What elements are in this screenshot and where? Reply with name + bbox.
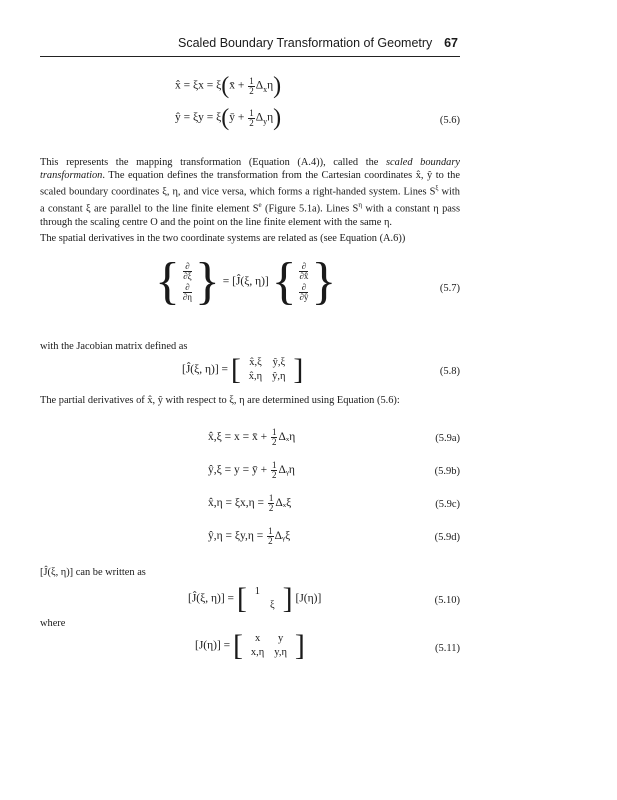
equation-number-5-11: (5.11) <box>435 643 460 654</box>
equation-number-5-8: (5.8) <box>439 366 460 377</box>
paragraph-spatial-derivatives: The spatial derivatives in the two coordinate systems are related as (see Equation (A.6)) <box>40 233 406 244</box>
paragraph-jacobian: with the Jacobian matrix defined as <box>40 341 188 352</box>
paragraph-partial-derivatives: The partial derivatives of x̂, ŷ with respect to ξ, η are determined using Equation (5.6): <box>40 395 400 406</box>
paragraph-written-as: [Ĵ(ξ, η)] can be written as <box>40 567 146 578</box>
equation-5-9b: ŷ,ξ = y = ȳ + $\frac{1}{2}$ Δᵧη (5.9b) <box>208 460 460 480</box>
equation-5-8: [Ĵ(ξ, η)] = [ x̂,ξ ŷ,ξ x̂,η ŷ,η ] (5.8) <box>182 353 460 386</box>
equation-number-5-7: (5.7) <box>439 283 460 294</box>
header-title: Scaled Boundary Transformation of Geometry <box>178 36 433 50</box>
equation-number-5-10: (5.10) <box>434 595 460 606</box>
paragraph-transformation: This represents the mapping transformation (Equation (A.4)), called the scaled boundary transformation. The equation defines the transformation from the Cartesian coordinates x̂, ŷ to the scaled boundary coordinates ξ, η, and vice versa, which forms a right-handed system. Lines $S^\xi$ with a constant ξ are parallel to the line finite element $S^e$ (Figure 5.1a). Lines $S^\eta$ with a constant η pass through the scaling centre O and the point on the line finite element with the same η. <box>40 157 460 228</box>
running-header <box>40 36 460 58</box>
equation-5-6-line-1: x̂ = ξx = ξ(x̄ + $\frac{1}{2}$ $\Delta_x\eta$) <box>175 73 282 99</box>
equation-5-7: { ∂ ∂ξ ∂ ∂η } = [Ĵ(ξ, η)] { ∂ ∂x̂ ∂ ∂ŷ } (5.7) <box>155 253 460 310</box>
equation-5-9c: x̂,η = ξx,η = $\frac{1}{2}$ Δₓξ (5.9c) <box>208 493 460 513</box>
header-rule <box>40 56 460 57</box>
paragraph-where: where <box>40 618 66 629</box>
equation-5-9a: x̂,ξ = x = x̄ + $\frac{1}{2}$ Δₓη (5.9a) <box>208 427 460 447</box>
equation-5-11: [J(η)] = [ x y x,η y,η ] (5.11) <box>195 629 460 662</box>
page-number: 67 <box>444 36 458 50</box>
equation-5-6-line-2: ŷ = ξy = ξ(ȳ + $\frac{1}{2}$ $\Delta_y\eta$) (5.6) <box>175 105 460 131</box>
equation-5-10: [Ĵ(ξ, η)] = [ 1 ξ ] [J(η)] (5.10) <box>188 582 460 615</box>
equation-5-9d: ŷ,η = ξy,η = $\frac{1}{2}$ Δᵧξ (5.9d) <box>208 526 460 546</box>
equation-number-5-6: (5.6) <box>439 115 460 126</box>
